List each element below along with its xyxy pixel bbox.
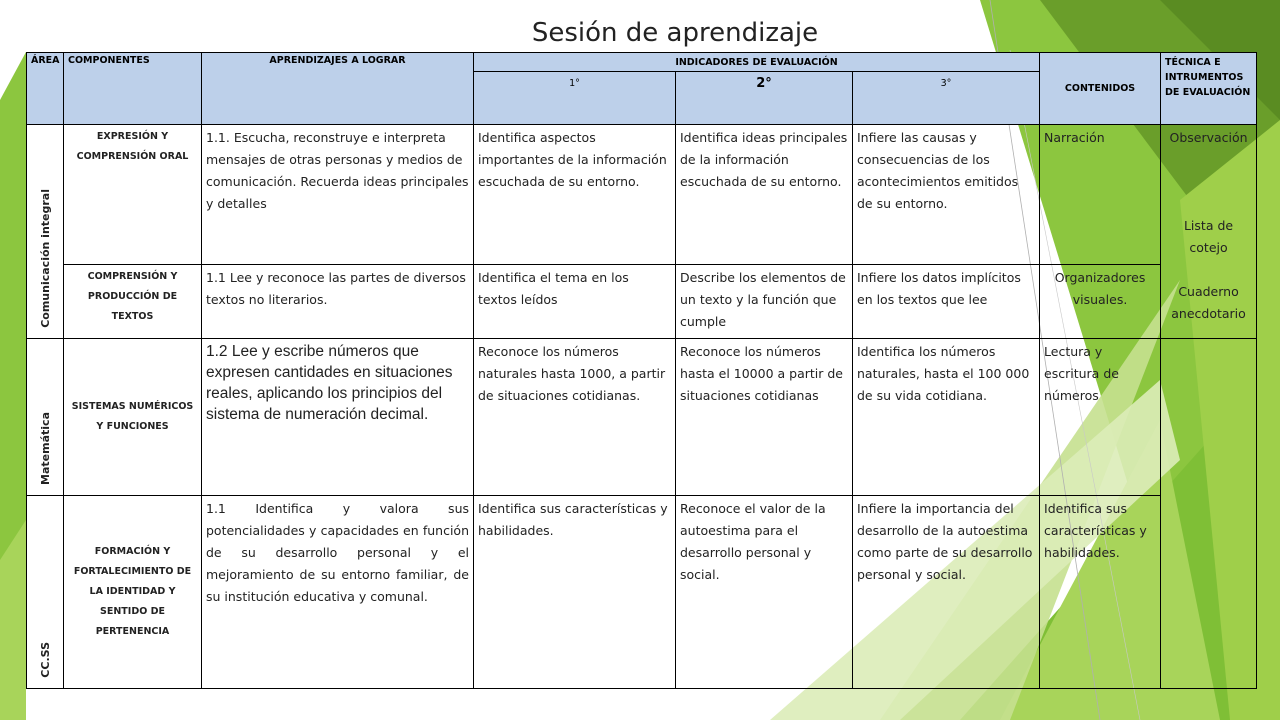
componente-cell: EXPRESIÓN Y COMPRENSIÓN ORAL bbox=[64, 125, 202, 265]
aprendizaje-cell: 1.1 Lee y reconoce las partes de diversos textos no literarios. bbox=[202, 265, 474, 339]
header-indicator-3: 3° bbox=[853, 72, 1040, 125]
indicador-2-cell: Identifica ideas principales de la información escuchada de su entorno. bbox=[676, 125, 853, 265]
indicador-1-cell: Reconoce los números naturales hasta 1000, a partir de situaciones cotidianas. bbox=[474, 339, 676, 496]
tecnica-cuaderno: Cuaderno anecdotario bbox=[1171, 284, 1246, 321]
tecnica-cell bbox=[1161, 125, 1257, 339]
contenido-cell: Identifica sus características y habilidades. bbox=[1040, 496, 1161, 689]
componente-cell: COMPRENSIÓN Y PRODUCCIÓN DE TEXTOS bbox=[64, 265, 202, 339]
indicador-1-cell: Identifica el tema en los textos leídos bbox=[474, 265, 676, 339]
indicador-3-cell: Identifica los números naturales, hasta el 100 000 de su vida cotidiana. bbox=[853, 339, 1040, 496]
page-title: Sesión de aprendizaje bbox=[531, 18, 819, 48]
header-aprendizajes: APRENDIZAJES A LOGRAR bbox=[202, 53, 474, 125]
area-comunicacion-label: Comunicación integral bbox=[38, 189, 52, 328]
indicador-3-cell: Infiere los datos implícitos en los textos que lee bbox=[853, 265, 1040, 339]
header-tecnica: TÉCNICA E INTRUMENTOS DE EVALUACIÓN bbox=[1161, 53, 1257, 125]
aprendizaje-cell: 1.1. Escucha, reconstruye e interpreta mensajes de otras personas y medios de comunicación. Recuerda ideas principales y detalles bbox=[202, 125, 474, 265]
header-area: ÁREA bbox=[27, 53, 64, 125]
indicador-2-cell: Reconoce el valor de la autoestima para el desarrollo personal y social. bbox=[676, 496, 853, 689]
header-indicator-2: 2° bbox=[676, 72, 853, 125]
area-ccss bbox=[27, 496, 64, 689]
indicador-1-cell: Identifica aspectos importantes de la información escuchada de su entorno. bbox=[474, 125, 676, 265]
area-matematica bbox=[27, 339, 64, 496]
tecnica-empty-cell bbox=[1161, 339, 1257, 689]
indicador-2-cell: Describe los elementos de un texto y la función que cumple bbox=[676, 265, 853, 339]
area-ccss-label: CC.SS bbox=[38, 642, 52, 678]
header-contenidos: CONTENIDOS bbox=[1040, 53, 1161, 125]
indicador-3-cell: Infiere las causas y consecuencias de los acontecimientos emitidos de su entorno. bbox=[853, 125, 1040, 265]
aprendizaje-cell: 1.2 Lee y escribe números que expresen cantidades en situaciones reales, aplicando los principios del sistema de numeración decimal. bbox=[202, 339, 474, 496]
componente-cell: FORMACIÓN Y FORTALECIMIENTO DE LA IDENTIDAD Y SENTIDO DE PERTENENCIA bbox=[64, 496, 202, 689]
area-comunicacion bbox=[27, 125, 64, 339]
tecnica-observacion: Observación bbox=[1169, 130, 1248, 145]
indicador-3-cell: Infiere la importancia del desarrollo de la autoestima como parte de su desarrollo personal y social. bbox=[853, 496, 1040, 689]
indicador-1-cell: Identifica sus características y habilidades. bbox=[474, 496, 676, 689]
header-componentes: COMPONENTES bbox=[64, 53, 202, 125]
learning-session-table bbox=[26, 52, 1257, 689]
aprendizaje-cell: 1.1 Identifica y valora sus potencialidades y capacidades en función de su desarrollo personal y el mejoramiento de su entorno familiar, de su institución educativa y comunal. bbox=[202, 496, 474, 689]
tecnica-lista-cotejo: Lista de cotejo bbox=[1183, 218, 1234, 255]
contenido-cell: Organizadores visuales. bbox=[1040, 265, 1161, 339]
header-indicator-1: 1° bbox=[474, 72, 676, 125]
header-indicadores: INDICADORES DE EVALUACIÓN bbox=[474, 53, 1040, 72]
area-matematica-label: Matemática bbox=[38, 412, 52, 485]
indicador-2-cell: Reconoce los números hasta el 10000 a partir de situaciones cotidianas bbox=[676, 339, 853, 496]
contenido-cell: Lectura y escritura de números bbox=[1040, 339, 1161, 496]
contenido-cell: Narración bbox=[1040, 125, 1161, 265]
componente-cell: SISTEMAS NUMÉRICOS Y FUNCIONES bbox=[64, 339, 202, 496]
